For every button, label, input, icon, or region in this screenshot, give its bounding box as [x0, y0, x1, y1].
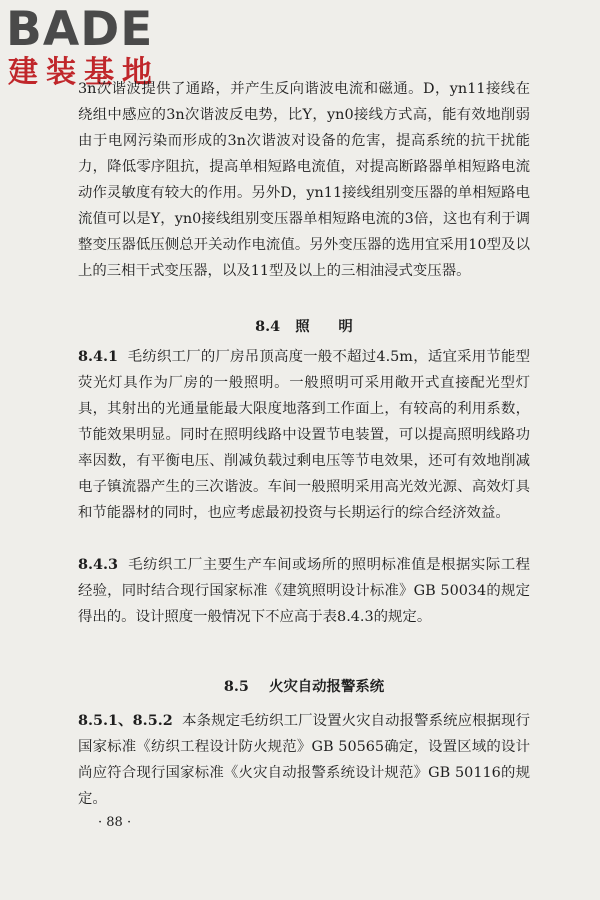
- section-8-5-heading: [78, 674, 530, 700]
- clause-8-5-1: [78, 708, 530, 812]
- intro-paragraph-block: [78, 76, 530, 284]
- section-title: 照 明: [295, 318, 353, 335]
- clause-number: 8.4.1: [78, 348, 119, 365]
- section-8-4-heading: [78, 314, 530, 340]
- clause-text: 本条规定毛纺织工厂设置火灾自动报警系统应根据现行国家标准《纺织工程设计防火规范》GB 50565确定，设置区域的设计尚应符合现行国家标准《火灾自动报警系统设计规范》GB 50116的规定。: [78, 713, 530, 807]
- intro-paragraph: 3n次谐波提供了通路，并产生反向谐波电流和磁通。D，yn11接线在绕组中感应的3n次谐波反电势，比Y，yn0接线方式高，能有效地削弱由于电网污染而形成的3n次谐波对设备的危害，提高系统的抗干扰能力，降低零序阻抗，提高单相短路电流值，对提高断路器单相短路电流动作灵敏度有较大的作用。另外D，yn11接线组别变压器的单相短路电流值可以是Y，yn0接线组别变压器单相短路电流的3倍，这也有利于调整变压器低压侧总开关动作电流值。另外变压器的选用宜采用10型及以上的三相干式变压器，以及11型及以上的三相油浸式变压器。: [78, 81, 530, 279]
- clause-number: 8.4.3: [78, 556, 119, 573]
- clause-8-4-3: [78, 552, 530, 630]
- section-title: 火灾自动报警系统: [268, 678, 385, 695]
- clause-text: 毛纺织工厂的厂房吊顶高度一般不超过4.5m，适宜采用节能型荧光灯具作为厂房的一般照明。一般照明可采用敞开式直接配光型灯具，其射出的光通量能最大限度地落到工作面上，有较高的利用系数，节能效果明显。同时在照明线路中设置节电装置，可以提高照明线路功率因数，有平衡电压、削减负载过剩电压等节电效果，还可有效地削减电子镇流器产生的三次谐波。车间一般照明采用高光效光源、高效灯具和节能器材的同时，也应考虑最初投资与长期运行的综合经济效益。: [78, 349, 530, 521]
- page-number: · 88 ·: [98, 815, 132, 830]
- section-number: 8.5: [223, 678, 249, 695]
- clause-text: 毛纺织工厂主要生产车间或场所的照明标准值是根据实际工程经验，同时结合现行国家标准《建筑照明设计标准》GB 50034的规定得出的。设计照度一般情况下不应高于表8.4.3的规定。: [78, 557, 530, 625]
- clause-8-4-1: [78, 344, 530, 526]
- section-number: 8.4: [255, 318, 281, 335]
- logo-subtitle: 建装基地: [8, 55, 160, 90]
- logo-wordmark: BADE: [6, 2, 154, 57]
- clause-number: 8.5.1、8.5.2: [78, 712, 173, 729]
